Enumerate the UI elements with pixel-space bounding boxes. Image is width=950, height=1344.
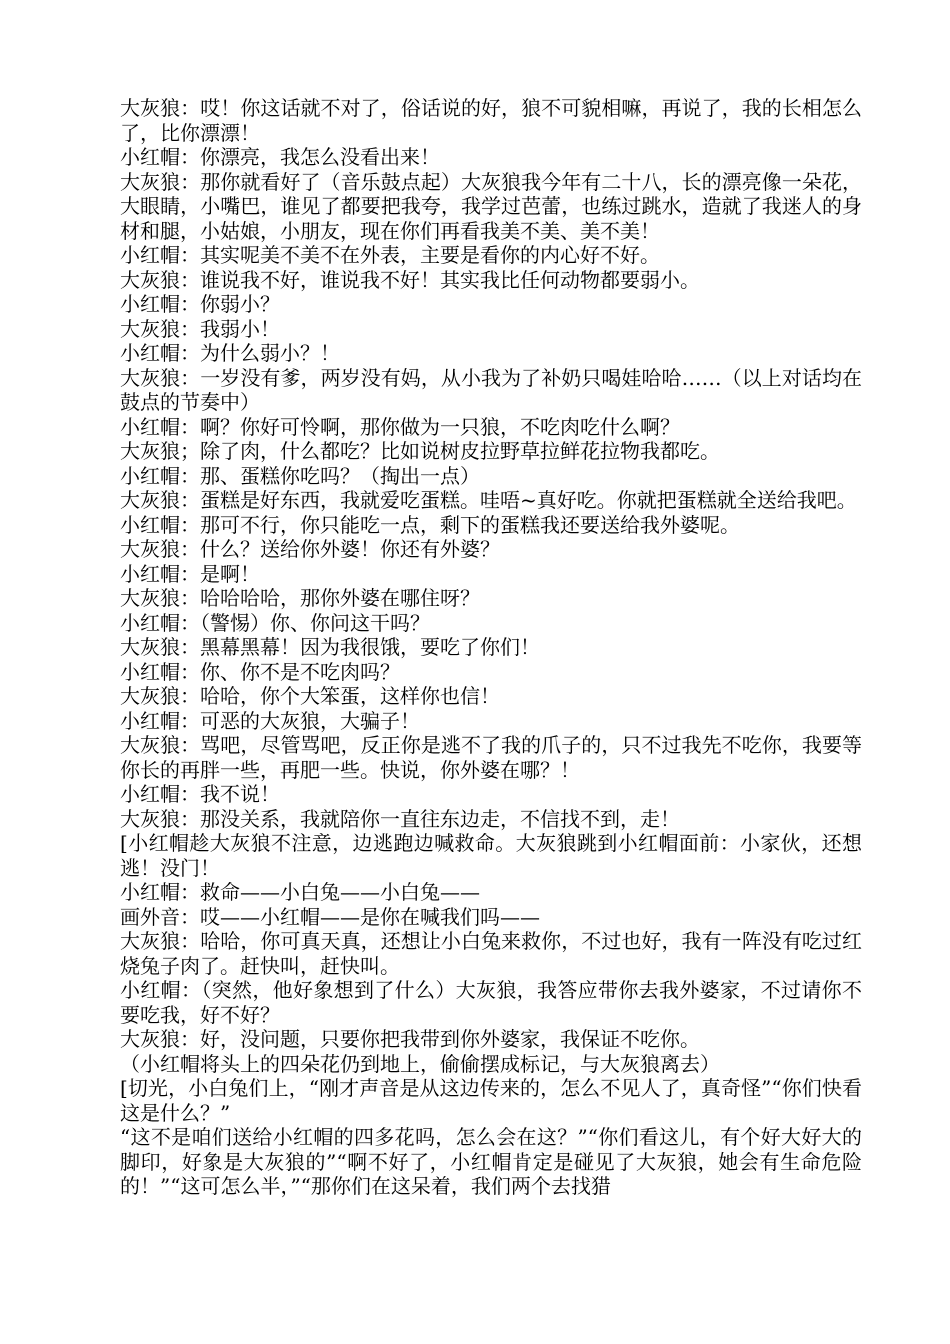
paragraph: 大灰狼：哈哈，你个大笨蛋，这样你也信！ <box>120 684 500 708</box>
paragraph: 大灰狼：哎！你这话就不对了，俗话说的好，狼不可貌相嘛，再说了，我的长相怎么了，比你漂漂！ <box>120 96 862 145</box>
paragraph: 小红帽：（突然，他好象想到了什么）大灰狼，我答应带你去我外婆家，不过请你不要吃我，好不好？ <box>120 978 862 1027</box>
paragraph: 画外音：哎——小红帽——是你在喊我们吗—— <box>120 904 540 929</box>
paragraph: 大灰狼：那没关系，我就陪你一直往东边走，不信找不到，走！ <box>120 806 680 831</box>
paragraph: 大灰狼：哈哈，你可真天真，还想让小白兔来救你，不过也好，我有一阵没有吃过红烧兔子肉了。赶快叫，赶快叫。 <box>120 929 862 978</box>
paragraph: 大灰狼：一岁没有爹，两岁没有妈，从小我为了补奶只喝娃哈哈……（以上对话均在鼓点的节奏中） <box>120 365 862 414</box>
paragraph: 大灰狼；除了肉，什么都吃？比如说树皮拉野草拉鲜花拉物我都吃。 <box>120 439 720 463</box>
paragraph: 大灰狼：好，没问题，只要你把我带到你外婆家，我保证不吃你。 <box>120 1027 700 1051</box>
paragraph: “这不是咱们送给小红帽的四多花吗，怎么会在这？”“你们看这儿，有个好大好大的脚印，好象是大灰狼的”“啊不好了，小红帽肯定是碰见了大灰狼，她会有生命危险的！”“这可怎么半，”“那你们在这呆着，我们两个去找猎 <box>120 1125 862 1198</box>
paragraph: 小红帽：可恶的大灰狼，大骗子！ <box>120 708 420 733</box>
paragraph: 小红帽：你漂亮，我怎么没看出来！ <box>120 145 440 169</box>
paragraph: 小红帽：你、你不是不吃肉吗？ <box>120 659 400 684</box>
paragraph: 小红帽：那、蛋糕你吃吗？（掏出一点） <box>120 463 480 488</box>
paragraph: [切光，小白兔们上，“刚才声音是从这边传来的，怎么不见人了，真奇怪”“你们快看这是什么？” <box>120 1076 862 1125</box>
paragraph: [小红帽趁大灰狼不注意，边逃跑边喊救命。大灰狼跳到小红帽面前：小家伙，还想逃！没门！ <box>120 831 862 880</box>
paragraph: 小红帽：我不说！ <box>120 782 280 806</box>
paragraph: 小红帽：为什么弱小？！ <box>120 341 340 365</box>
paragraph: 大灰狼：我弱小！ <box>120 316 280 341</box>
paragraph: 大灰狼：什么？送给你外婆！你还有外婆？ <box>120 537 500 561</box>
paragraph: 小红帽：救命——小白兔——小白兔—— <box>120 880 480 904</box>
paragraph: 小红帽：是啊！ <box>120 561 260 586</box>
document-page <box>120 96 862 1199</box>
paragraph: 小红帽：你弱小？ <box>120 292 280 316</box>
paragraph: 小红帽：其实呢美不美不在外表，主要是看你的内心好不好。 <box>120 243 660 267</box>
paragraph: 大灰狼：蛋糕是好东西，我就爱吃蛋糕。哇唔~真好吃。你就把蛋糕就全送给我吧。 <box>120 488 857 512</box>
paragraph: 小红帽：（警惕）你、你问这干吗？ <box>120 610 430 635</box>
paragraph: 大灰狼：谁说我不好，谁说我不好！其实我比任何动物都要弱小。 <box>120 267 700 292</box>
paragraph: 大灰狼：黑幕黑幕！因为我很饿，要吃了你们！ <box>120 635 540 659</box>
paragraph: 大灰狼：那你就看好了（音乐鼓点起）大灰狼我今年有二十八，长的漂亮像一朵花，大眼睛，小嘴巴，谁见了都要把我夸，我学过芭蕾，也练过跳水，造就了我迷人的身材和腿，小姑娘，小朋友，现在你们再看我美不美、美不美！ <box>120 169 862 243</box>
paragraph: 小红帽：那可不行，你只能吃一点，剩下的蛋糕我还要送给我外婆呢。 <box>120 512 740 537</box>
paragraph: 大灰狼：哈哈哈哈，那你外婆在哪住呀？ <box>120 586 480 610</box>
paragraph: （小红帽将头上的四朵花仍到地上，偷偷摆成标记，与大灰狼离去） <box>120 1051 720 1076</box>
paragraph: 小红帽：啊？你好可怜啊，那你做为一只狼，不吃肉吃什么啊？ <box>120 414 680 439</box>
paragraph: 大灰狼：骂吧，尽管骂吧，反正你是逃不了我的爪子的，只不过我先不吃你，我要等你长的再胖一些，再肥一些。快说，你外婆在哪？！ <box>120 733 862 782</box>
